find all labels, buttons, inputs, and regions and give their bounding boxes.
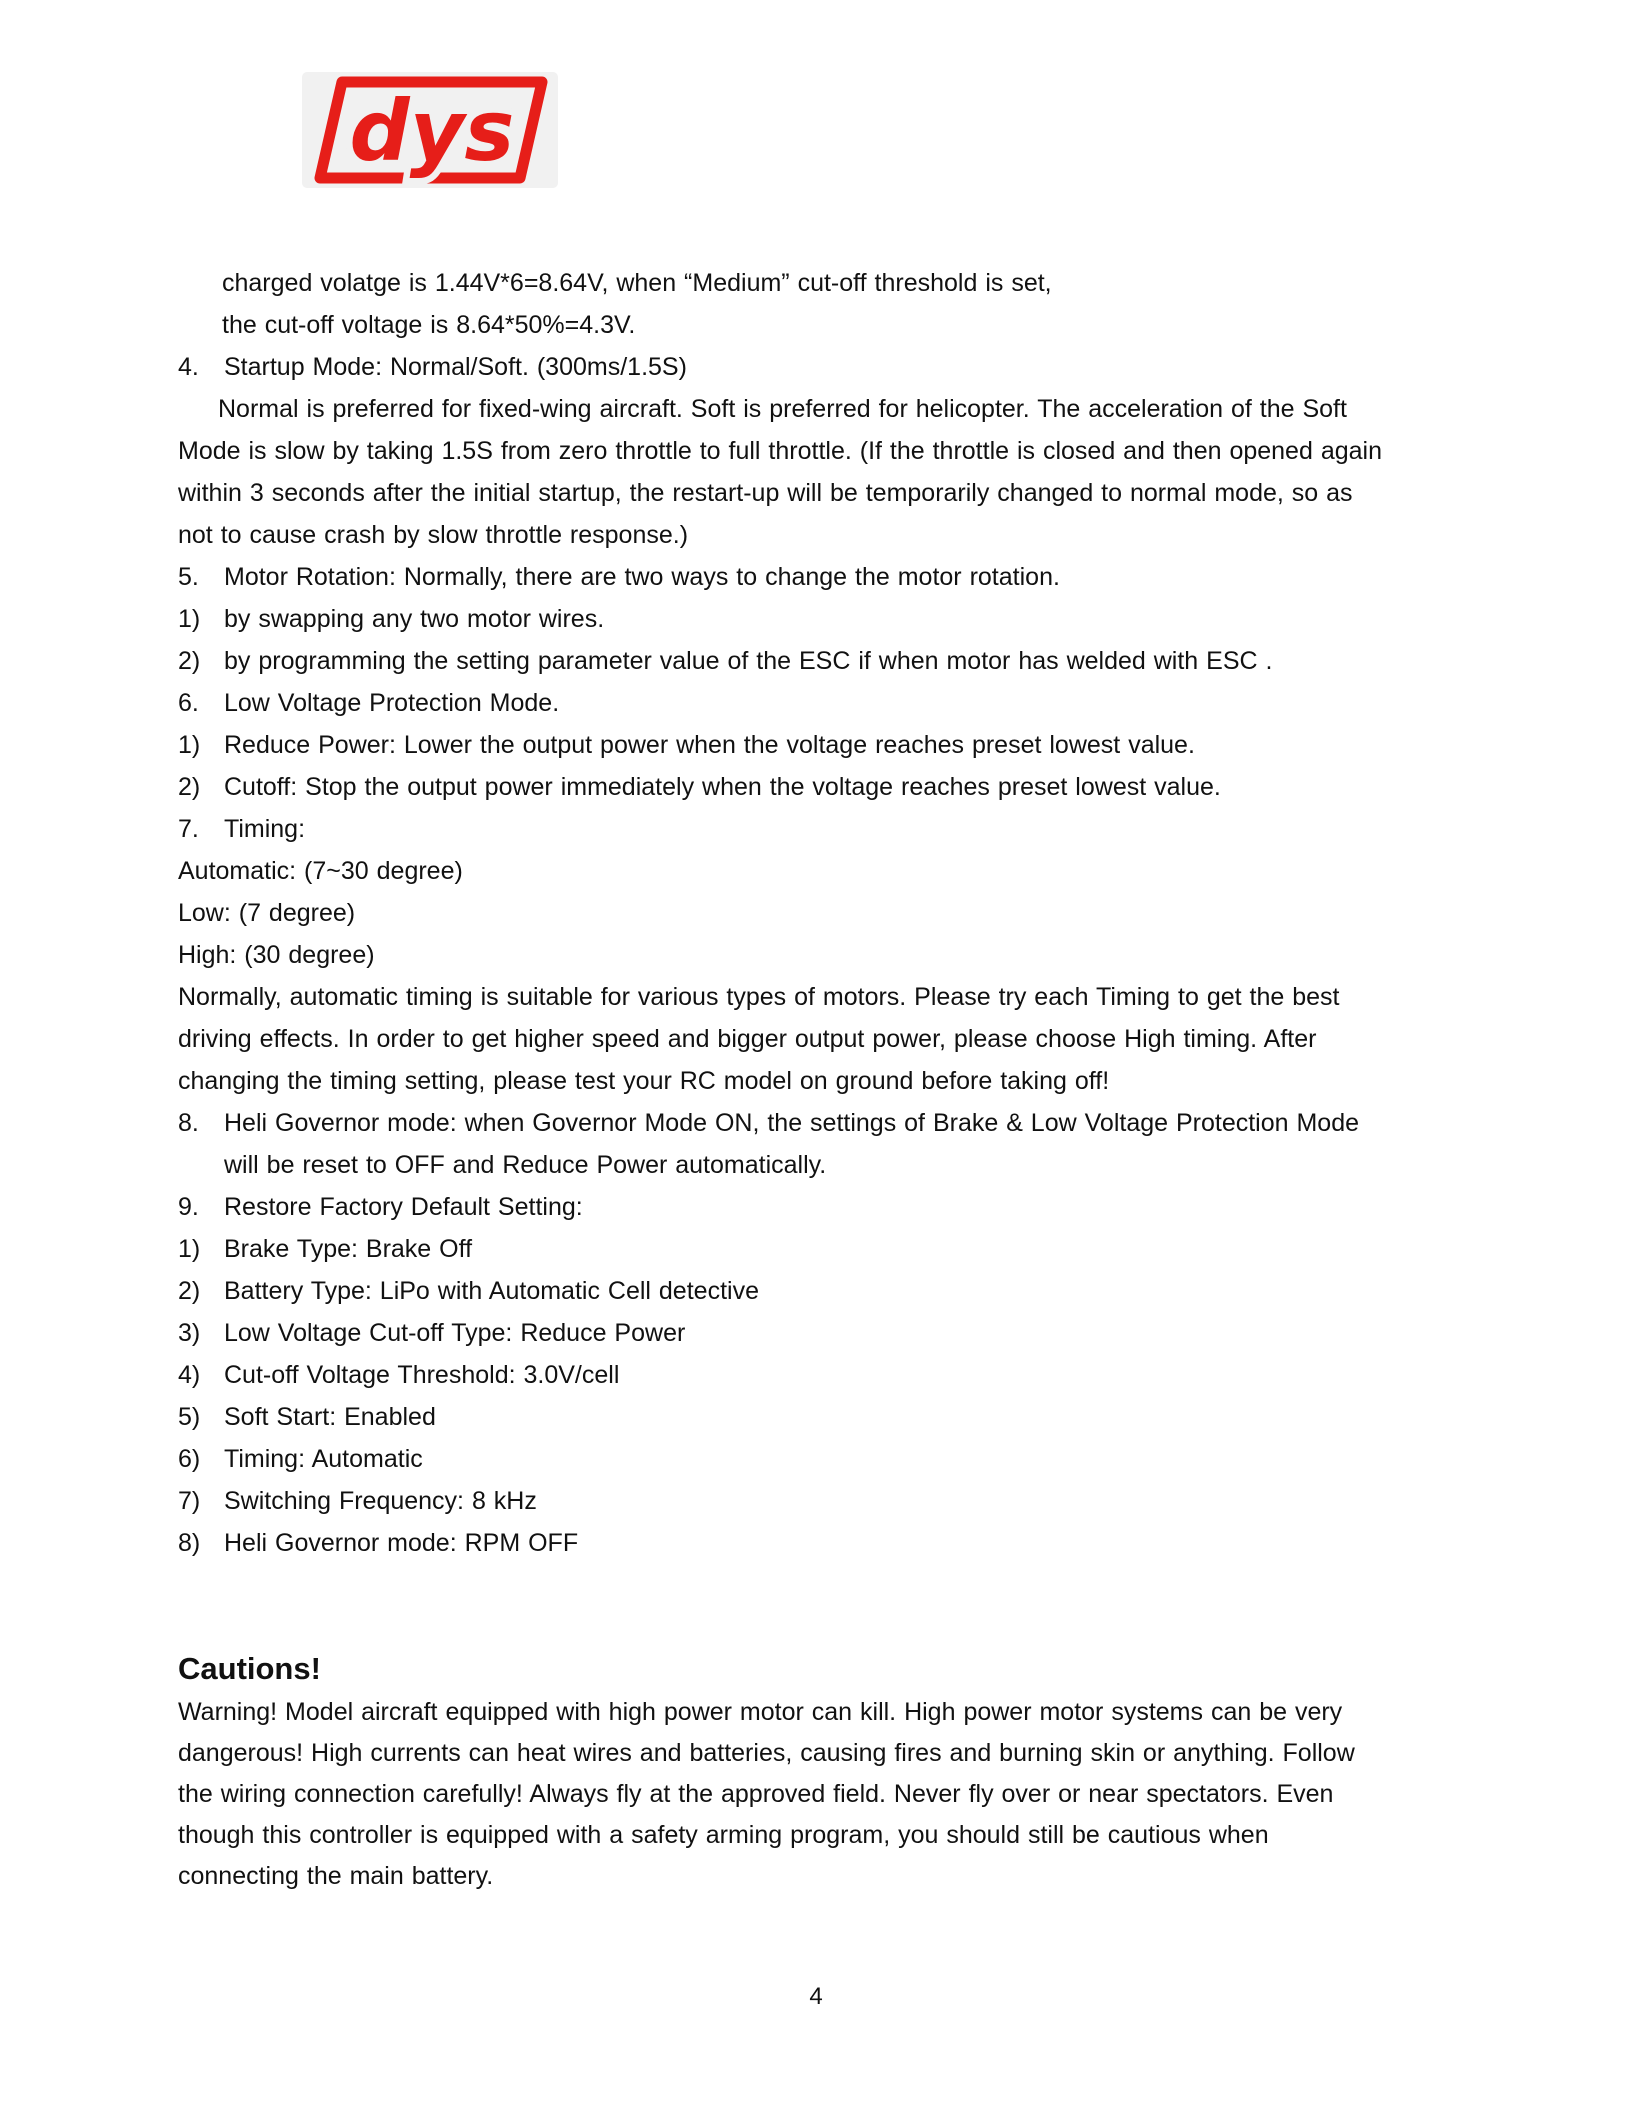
list-item — [178, 556, 1392, 598]
list-text: Switching Frequency: 8 kHz — [224, 1487, 537, 1515]
list-number: 4. — [178, 353, 199, 381]
document-body — [178, 262, 1392, 1897]
list-number: 6) — [178, 1445, 201, 1473]
list-number: 1) — [178, 1235, 201, 1263]
list-number: 6. — [178, 689, 199, 717]
list-number: 5) — [178, 1403, 201, 1431]
doc-line: Automatic: (7~30 degree) — [178, 857, 463, 885]
list-number: 3) — [178, 1319, 201, 1347]
list-item — [178, 766, 1392, 808]
list-item — [178, 346, 1392, 388]
list-text: Battery Type: LiPo with Automatic Cell detective — [224, 1277, 759, 1305]
list-text: Startup Mode: Normal/Soft. (300ms/1.5S) — [224, 353, 687, 381]
list-number: 1) — [178, 731, 201, 759]
cautions-heading: Cautions! — [178, 1651, 321, 1686]
list-text: Heli Governor mode: RPM OFF — [224, 1529, 579, 1557]
list-number: 2) — [178, 647, 201, 675]
list-text: Timing: — [224, 815, 306, 843]
list-text: Soft Start: Enabled — [224, 1403, 436, 1431]
logo-text: dys — [349, 82, 515, 180]
list-number: 7) — [178, 1487, 201, 1515]
list-text: Low Voltage Cut-off Type: Reduce Power — [224, 1319, 686, 1347]
list-item — [178, 1522, 1392, 1564]
list-number: 2) — [178, 1277, 201, 1305]
list-text: Brake Type: Brake Off — [224, 1235, 473, 1263]
list-item — [178, 1312, 1392, 1354]
list-text: Cutoff: Stop the output power immediately when the voltage reaches preset lowest value. — [224, 773, 1221, 801]
list-text: Motor Rotation: Normally, there are two ways to change the motor rotation. — [224, 563, 1060, 591]
list-item — [178, 1228, 1392, 1270]
list-number: 8. — [178, 1109, 199, 1137]
page-number: 4 — [809, 1983, 823, 2010]
list-item — [178, 724, 1392, 766]
list-item — [178, 598, 1392, 640]
list-item — [178, 1438, 1392, 1480]
list-number: 2) — [178, 773, 201, 801]
list-number: 4) — [178, 1361, 201, 1389]
doc-line: Low: (7 degree) — [178, 899, 356, 927]
paragraph: Normally, automatic timing is suitable for various types of motors. Please try each Timing to get the best driving effects. In order to get higher speed and bigger output power, please choose High timing. After changing the timing setting, please test your RC model on ground before taking off! — [178, 983, 1348, 1095]
list-item — [178, 1186, 1392, 1228]
dys-logo-graphic — [302, 72, 558, 188]
list-item — [178, 682, 1392, 724]
list-text: Heli Governor mode: when Governor Mode ON, the settings of Brake & Low Voltage Protection Mode will be reset to OFF and Reduce Power automatically. — [224, 1109, 1360, 1179]
list-number: 5. — [178, 563, 199, 591]
list-text: Reduce Power: Lower the output power when the voltage reaches preset lowest value. — [224, 731, 1195, 759]
doc-line: the cut-off voltage is 8.64*50%=4.3V. — [222, 311, 636, 339]
list-item — [178, 640, 1392, 682]
list-number: 7. — [178, 815, 199, 843]
paragraph: Normal is preferred for fixed-wing aircraft. Soft is preferred for helicopter. The acceleration of the Soft Mode is slow by taking 1.5S from zero throttle to full throttle. (If the throttle is closed and then opened again within 3 seconds after the initial startup, the restart-up will be temporarily changed to normal mode, so as not to cause crash by slow throttle response.) — [178, 395, 1390, 549]
doc-line: charged volatge is 1.44V*6=8.64V, when “Medium” cut-off threshold is set, — [222, 269, 1052, 297]
list-text: Low Voltage Protection Mode. — [224, 689, 560, 717]
list-number: 8) — [178, 1529, 201, 1557]
dys-logo — [302, 72, 558, 188]
list-text: by swapping any two motor wires. — [224, 605, 605, 633]
cautions-paragraph: Warning! Model aircraft equipped with high power motor can kill. High power motor systems can be very dangerous! High currents can heat wires and batteries, causing fires and burning skin or anything. Follow the wiring connection carefully! Always fly at the approved field. Never fly over or near spectators. Even though this controller is equipped with a safety arming program, you should still be cautious when connecting the main battery. — [178, 1698, 1363, 1890]
list-item — [178, 1480, 1392, 1522]
list-number: 9. — [178, 1193, 199, 1221]
list-item — [178, 1396, 1392, 1438]
doc-line: High: (30 degree) — [178, 941, 375, 969]
list-text: Cut-off Voltage Threshold: 3.0V/cell — [224, 1361, 620, 1389]
list-item — [178, 808, 1392, 850]
list-item — [178, 1102, 1392, 1186]
list-text: by programming the setting parameter value of the ESC if when motor has welded with ESC . — [224, 647, 1273, 675]
list-item — [178, 1354, 1392, 1396]
list-number: 1) — [178, 605, 201, 633]
list-item — [178, 1270, 1392, 1312]
list-text: Restore Factory Default Setting: — [224, 1193, 583, 1221]
list-text: Timing: Automatic — [224, 1445, 423, 1473]
